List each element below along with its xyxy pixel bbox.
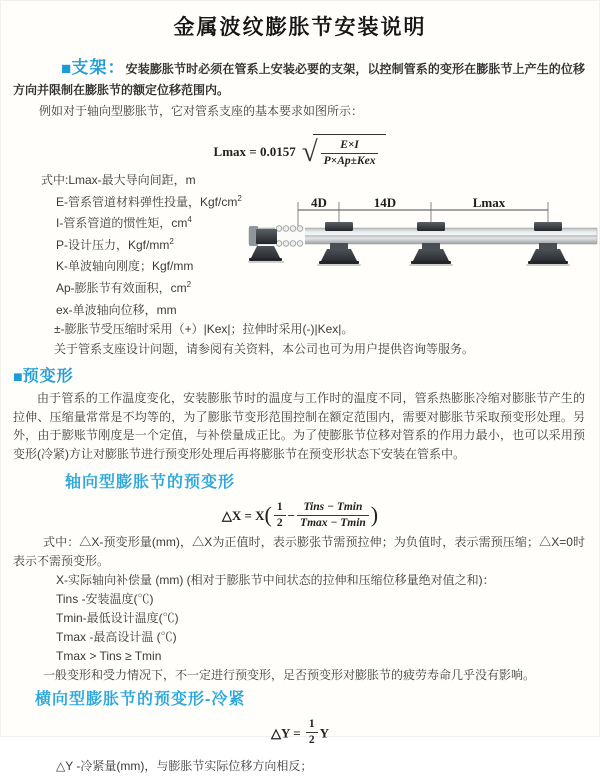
definition-item: 式中:Lmax-最大导向间距，m — [41, 173, 196, 187]
formula-delta-y — [1, 719, 599, 745]
section-square-bullet: ■ — [61, 59, 72, 78]
definition-item: I-管系管道的惯性矩，$cm^4$ — [56, 215, 192, 231]
half-denominator: 2 — [276, 516, 283, 529]
formula-lmax-lhs: Lmax = 0.0157 — [213, 144, 296, 159]
tmin-line: Tmin-最低设计温度(℃) — [56, 611, 179, 626]
plus-minus-note: ±-膨胀节受压缩时采用（+）|Kex|；拉伸时采用(-)|Kex|。 — [54, 322, 354, 337]
half-denominator: 2 — [308, 734, 315, 747]
definition-item: P-设计压力，Kgf/$mm^2$ — [56, 236, 174, 252]
formula-dx-explanation: 式中：△X-预变形量(mm)，△X为正值时，表示膨张节需预拉伸；为负值时，表示需预压缩；△X=0时表示不需预变形。 — [13, 535, 585, 569]
temp-numerator: Tins − Tmin — [297, 500, 369, 516]
tins-line: Tins -安装温度(℃) — [56, 592, 154, 607]
radicand — [313, 134, 387, 173]
half-fraction — [306, 717, 318, 748]
tmax-line: Tmax -最高设计温 (℃) — [56, 630, 177, 645]
temperature-order-line: Tmax > Tins ≥ Tmin — [56, 649, 162, 664]
section-heading-support: 支架： — [71, 58, 126, 77]
temp-denominator: Tmax − Tmin — [300, 516, 366, 529]
section-heading-preform-row — [13, 366, 599, 388]
fraction — [321, 138, 379, 169]
page-title: 金属波纹膨胀节安装说明 — [173, 16, 427, 39]
delta-y-explanation: △Y -冷紧量(mm)，与膨胀节实际位移方向相反； — [56, 759, 313, 774]
subheading-lateral-preform: 横向型膨胀节的预变形-冷紧 — [35, 691, 246, 709]
temp-fraction — [297, 500, 369, 531]
fraction-denominator: P×Ap±Kex — [323, 155, 376, 168]
radical-sign: √ — [301, 136, 318, 168]
support-intro-text: 安装膨胀节时必须在管系上安装必要的支架，以控制管系的变形在膨胀节上产生的位移方向并限制在膨胀节的额定位移范围内。 — [13, 62, 585, 97]
formula-dy-rhs: Y — [319, 725, 329, 741]
symbol-definitions — [41, 168, 599, 319]
half-numerator: 1 — [274, 500, 286, 516]
formula-dy-lhs: △Y = — [271, 725, 301, 741]
formula-delta-x — [1, 499, 599, 531]
dim-label-14d: 14D — [373, 195, 397, 210]
support-example-line: 例如对于轴向型膨胀节，它对管系支座的基本要求如图所示： — [39, 104, 364, 118]
right-paren: ) — [370, 502, 379, 528]
definition-item: K-单波轴向刚度；Kgf/mm — [56, 259, 194, 274]
formula-dx-lhs: △X = X — [221, 508, 265, 524]
section-heading-preform: 预变形 — [22, 368, 74, 386]
definition-item: ex-单波轴向位移，mm — [56, 302, 177, 317]
half-numerator: 1 — [306, 717, 318, 733]
definition-notes — [54, 319, 585, 359]
preform-note-line: 一般变形和受力情况下，不一定进行预变形，足否预变形对膨胀节的疲劳寿命几乎没有影响。 — [43, 668, 536, 683]
x-definition-line: X-实际轴向补偿量 (mm) (相对于膨胀节中间状态的拉伸和压缩位移量绝对值之和)： — [56, 573, 495, 588]
minus-sign: − — [287, 508, 296, 524]
definition-item: E-管系管道材料弹性投量，Kgf/$cm^2$ — [56, 193, 242, 209]
dim-label-lmax: Lmax — [472, 195, 506, 210]
subheading-axial-preform: 轴向型膨胀节的预变形 — [65, 474, 236, 492]
formula-lmax — [1, 129, 599, 168]
left-paren: ( — [264, 502, 272, 528]
dim-label-4d: 4D — [311, 195, 327, 210]
definition-item: Ap-膨胀节有效面积，$cm^2$ — [56, 279, 192, 295]
section-square-bullet: ■ — [13, 369, 23, 387]
preform-paragraph: 由于管系的工作温度变化，安装膨胀节时的温度与工作时的温度不同，管系热膨胀冷缩对膨胀节产生的拉伸、压缩量常常是不均等的，为了膨胀节变形范围控制在额定范围内，需要对膨胀节采取预变形处理。另外，由于膨账节刚度是一个定值，与补偿量成正比。为了使膨胀节位移对管系的作用力最小，也可以采用预变形(冷紧)方让对膨胀节进行预变形处理后再将膨胀节在预变形状态下安装在管系中。 — [13, 391, 585, 461]
fraction-numerator: E×I — [321, 138, 379, 154]
support-intro-paragraph — [13, 57, 585, 101]
consulting-note: 关于管系支座设计问题，请参阅有关资料，本公司也可为用户提供咨询等服务。 — [54, 342, 475, 357]
half-fraction — [274, 500, 286, 531]
